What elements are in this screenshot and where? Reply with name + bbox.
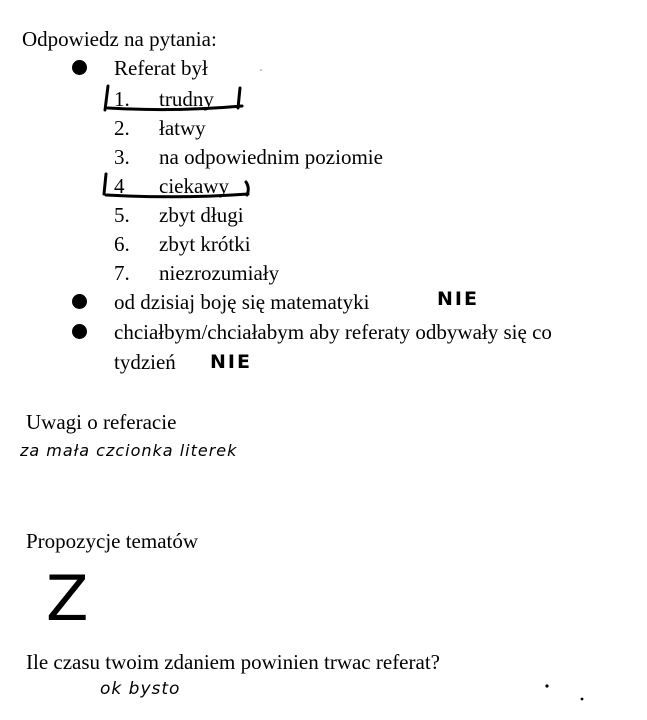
q1-option-3-text: na odpowiednim poziomie: [159, 145, 383, 169]
q1-option-1-number: 1.: [114, 87, 130, 111]
q1-option-6-text: zbyt krótki: [159, 232, 251, 256]
stray-dot-1: [545, 684, 548, 687]
q1-option-3-number: 3.: [114, 145, 130, 169]
bullet-q1: [72, 60, 87, 75]
q1-option-7-number: 7.: [114, 261, 130, 285]
q3-handwritten-answer: NIE: [210, 351, 252, 373]
topics-label: Propozycje tematów: [26, 529, 199, 553]
remarks-handwritten-answer: za mała czcionka literek: [20, 441, 238, 460]
q1-option-2-number: 2.: [114, 116, 130, 140]
q1-option-4-number: 4: [114, 174, 125, 198]
stray-dot-3: [260, 69, 262, 71]
duration-handwritten-answer: ok bysto: [100, 679, 181, 699]
remarks-label: Uwagi o referacie: [26, 410, 177, 434]
q2-handwritten-answer: NIE: [437, 288, 479, 310]
bullet-q2: [72, 294, 87, 309]
q1-option-6-number: 6.: [114, 232, 130, 256]
bullet-q3: [72, 324, 87, 339]
q2-text: od dzisiaj boję się matematyki: [114, 290, 370, 314]
q1-option-1-text: trudny: [159, 87, 214, 111]
q1-option-5-number: 5.: [114, 203, 130, 227]
stray-dot-2: [581, 698, 584, 701]
duration-label: Ile czasu twoim zdaniem powinien trwac referat?: [26, 650, 440, 674]
q1-option-4-text: ciekawy: [159, 174, 229, 198]
q3-text-line1: chciałbym/chciałabym aby referaty odbywały się co: [114, 320, 552, 344]
q1-option-5-text: zbyt długi: [159, 203, 244, 227]
q1-option-7-text: niezrozumiały: [159, 261, 280, 285]
questions-heading: Odpowiedz na pytania:: [22, 27, 217, 51]
topics-handwritten-answer: Z: [46, 562, 89, 635]
q1-option-2-text: łatwy: [159, 116, 206, 140]
q1-label: Referat był: [114, 56, 208, 80]
q3-text-line2: tydzień: [114, 350, 176, 374]
